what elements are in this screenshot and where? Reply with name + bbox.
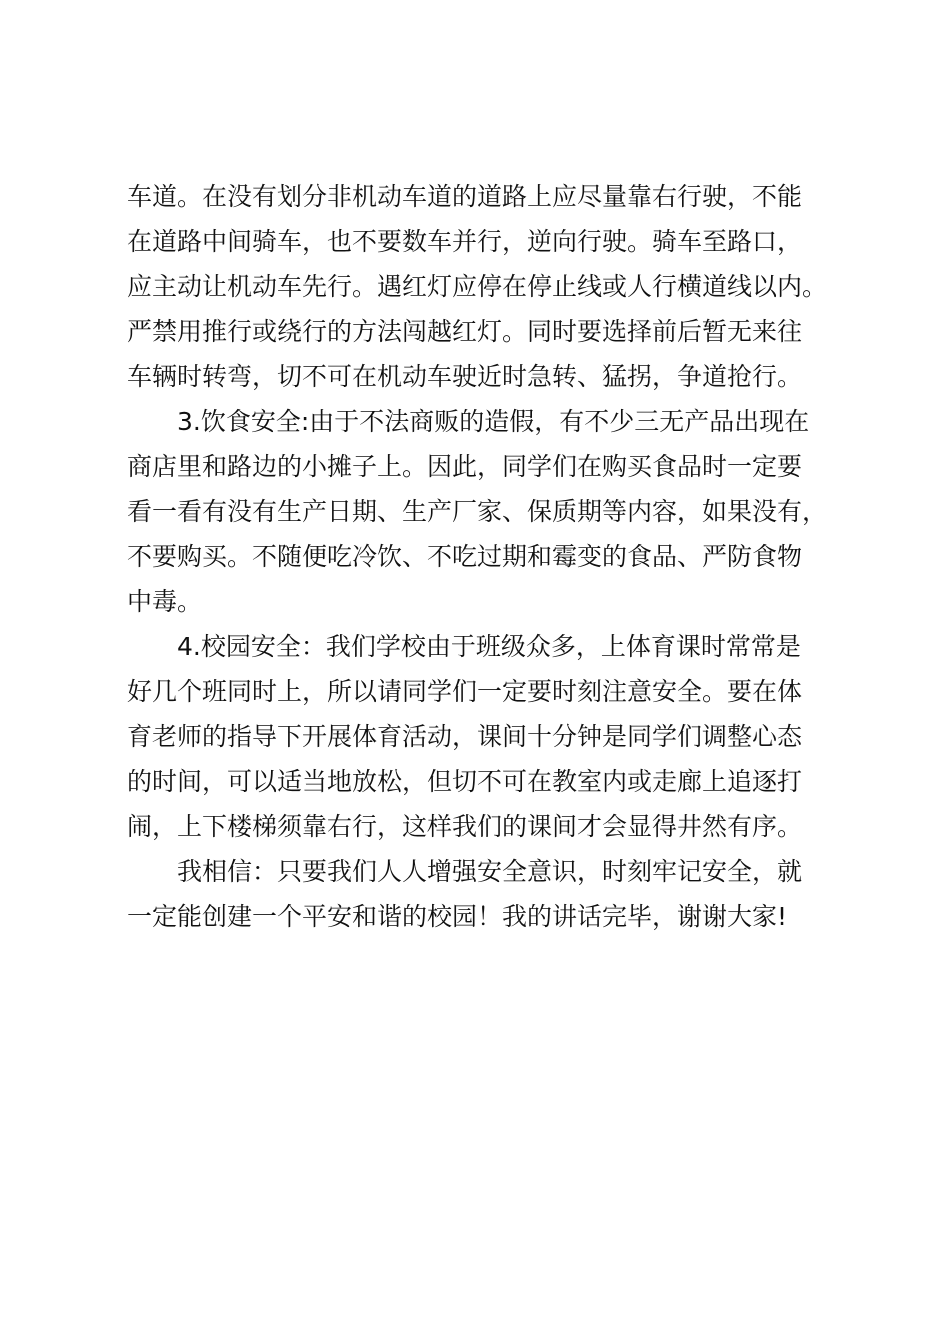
paragraph-food-safety-start: 3.饮食安全:由于不法商贩的造假，有不少三无产品出现在: [177, 407, 810, 436]
text-line: 不要购买。不随便吃冷饮、不吃过期和霉变的食品、严防食物: [127, 542, 803, 571]
text-line: 一定能创建一个平安和谐的校园！我的讲话完毕，谢谢大家!: [127, 902, 788, 931]
paragraph-campus-safety-start: 4.校园安全：我们学校由于班级众多，上体育课时常常是: [177, 632, 801, 661]
text-line: 育老师的指导下开展体育活动，课间十分钟是同学们调整心态: [127, 722, 803, 751]
text-line: 好几个班同时上，所以请同学们一定要时刻注意安全。要在体: [127, 677, 803, 706]
document-body: [127, 174, 839, 939]
text-line: 看一看有没有生产日期、生产厂家、保质期等内容，如果没有，: [127, 497, 828, 526]
text-line: 的时间，可以适当地放松，但切不可在教室内或走廊上追逐打: [127, 767, 803, 796]
text-line: 应主动让机动车先行。遇红灯应停在停止线或人行横道线以内。: [127, 272, 828, 301]
text-line: 闹，上下楼梯须靠右行，这样我们的课间才会显得井然有序。: [127, 812, 803, 841]
text-line: 车道。在没有划分非机动车道的道路上应尽量靠右行驶，不能: [127, 182, 803, 211]
text-line: 严禁用推行或绕行的方法闯越红灯。同时要选择前后暂无来往: [127, 317, 803, 346]
paragraph-conclusion-start: 我相信：只要我们人人增强安全意识，时刻牢记安全，就: [177, 857, 803, 886]
text-line: 在道路中间骑车，也不要数车并行，逆向行驶。骑车至路口，: [127, 227, 803, 256]
text-line: 车辆时转弯，切不可在机动车驶近时急转、猛拐，争道抢行。: [127, 362, 803, 391]
text-line: 中毒。: [127, 587, 203, 616]
text-line: 商店里和路边的小摊子上。因此，同学们在购买食品时一定要: [127, 452, 803, 481]
